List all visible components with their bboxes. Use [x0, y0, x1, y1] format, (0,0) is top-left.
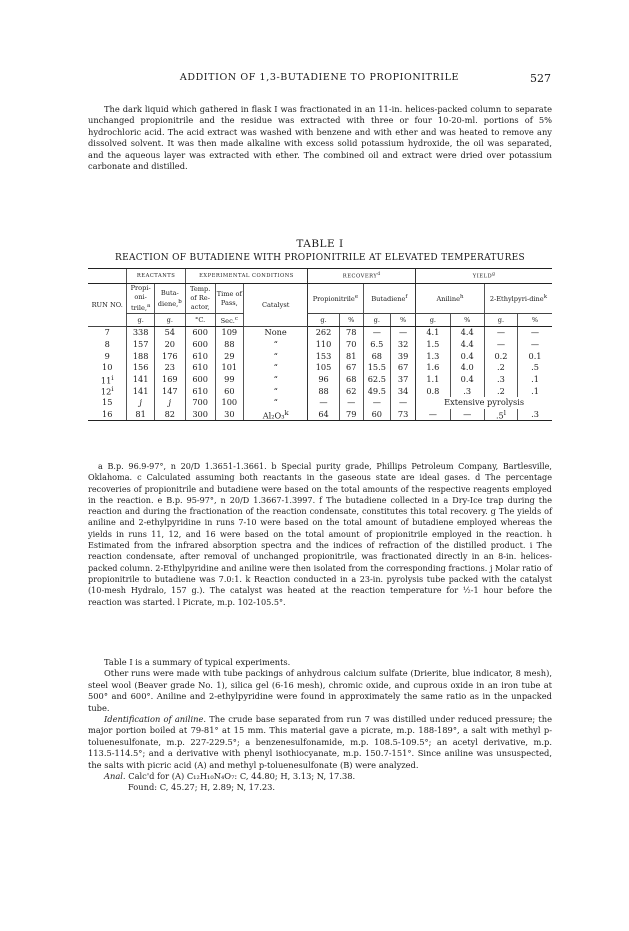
cell-rb-pct: 73: [391, 409, 416, 421]
cell-rp-g: 153: [308, 350, 340, 362]
col-aniline-sup: h: [460, 294, 464, 300]
cell-rb-pct: —: [391, 327, 416, 339]
col-aniline: [416, 284, 485, 314]
cell-rb-g: 62.5: [363, 374, 390, 386]
cell-rp-g: 105: [308, 362, 340, 374]
cell-prop-g: 157: [127, 339, 154, 351]
cell-temp: 600: [185, 327, 215, 339]
page-header: [88, 72, 551, 86]
cell-rb-g: 15.5: [363, 362, 390, 374]
cell-rp-g: 110: [308, 339, 340, 351]
unit-rp-pct: %: [339, 314, 363, 327]
cell-rp-pct: 78: [339, 327, 363, 339]
col-temp: Temp. of Re-actor,: [185, 284, 215, 314]
cell-rb-g: —: [363, 327, 390, 339]
cell-temp: 700: [185, 397, 215, 409]
unit-ep-pct: %: [518, 314, 552, 327]
cell-run: [88, 385, 127, 397]
unit-propionitrile: g.: [127, 314, 154, 327]
cell-rp-g: 88: [308, 385, 340, 397]
cell-prop-g: 141: [127, 385, 154, 397]
col-ethylpyridine-label: 2-Ethylpyri-dine: [489, 295, 544, 304]
cell-run: 15: [101, 397, 113, 408]
cell-run-sup: i: [111, 373, 114, 382]
analysis-calculated-text: Calc'd for (A) C₁₂H₁₀N₄O₇: C, 44.80; H, 3.13; N, 17.38.: [128, 771, 356, 782]
cell-an-g: 1.3: [416, 350, 450, 362]
cell-ep-pct: .3: [518, 409, 552, 421]
cell-run: 7: [104, 327, 110, 338]
cell-prop-g: 156: [127, 362, 154, 374]
intro-paragraph-block: [88, 104, 552, 172]
group-recovery-label: RECOVERY: [342, 273, 378, 280]
col-rec-butadiene-label: Butadiene: [371, 295, 406, 304]
cell-buta-g: 82: [154, 409, 185, 421]
analysis-found: Found: C, 45.27; H, 2.89; N, 17.23.: [128, 782, 276, 793]
cell-temp: 600: [185, 339, 215, 351]
cell-ep-g: .2: [484, 362, 517, 374]
cell-time: 109: [215, 327, 244, 339]
cell-an-pct: 4.0: [450, 362, 484, 374]
unit-time-sup: c: [234, 315, 238, 322]
cell-catalyst-sup: k: [284, 408, 289, 417]
cell-prop-g: 81: [127, 409, 154, 421]
cell-an-pct: 0.4: [450, 350, 484, 362]
cell-ep-g-value: .5: [495, 410, 504, 421]
cell-ep-g: .2: [484, 385, 517, 397]
cell-prop-g: 188: [127, 350, 154, 362]
cell-catalyst: “: [244, 350, 308, 362]
table-column-header-row: [88, 284, 552, 314]
unit-time-label: Sec.: [220, 316, 235, 325]
running-head: ADDITION OF 1,3-BUTADIENE TO PROPIONITRILE: [179, 72, 460, 83]
intro-paragraph: The dark liquid which gathered in flask I was fractionated in an 11-in. helices-packed column to separate unchanged propionitrile and the residue was extracted with three or four 10-20-ml. portions of 5% hydrochloric acid. The acid extract was washed with benzene and with ether and was heated to remove any dissolved solvent. It was then made alkaline with excess solid potassium hydroxide, the oil was separated, and the aqueous layer was extracted with ether. The combined oil and extract were dried over potassium carbonate and distilled.: [88, 104, 552, 172]
cell-ep-g: —: [484, 339, 517, 351]
col-rec-propionitrile-label: Propionitrile: [312, 295, 355, 304]
cell-run-value: 12: [100, 387, 112, 398]
cell-temp: 300: [185, 409, 215, 421]
cell-rp-pct: 62: [339, 385, 363, 397]
identification-text: The crude base separated from run 7 was distilled under reduced pressure; the major portion boiled at 79-81° at 15 mm. This material gave a picrate, m.p. 188-189°, a salt with methyl p-toluenesulfonate, m.p. 227-229.5°; a benzenesulfonamide, m.p. 108.5-109.5°; an acetyl derivative, m.p. 113.5-114.5°; and a derivative with phenyl isothiocyanate, m.p. 150.7-151°. Since aniline was unsuspected, the salts with picric acid (A) and methyl p-toluenesulfonate (B) were analyzed.: [88, 714, 552, 770]
col-run-no: RUN NO.: [88, 284, 127, 327]
cell-rb-pct: 39: [391, 350, 416, 362]
col-aniline-label: Aniline: [436, 295, 460, 304]
cell-rp-pct: 68: [339, 374, 363, 386]
summary-paragraph: Table I is a summary of typical experiments.: [104, 657, 291, 667]
cell-buta-g: [154, 397, 185, 409]
cell-ep-g: 0.2: [484, 350, 517, 362]
cell-rb-pct: —: [391, 397, 416, 409]
table-row: [88, 397, 552, 409]
unit-ep-g: g.: [484, 314, 517, 327]
cell-temp: 610: [185, 350, 215, 362]
table-title: TABLE I: [296, 238, 344, 250]
cell-ep-g: —: [484, 327, 517, 339]
cell-catalyst: None: [244, 327, 308, 339]
table-row: [88, 350, 552, 362]
col-rec-propionitrile: [308, 284, 363, 314]
col-butadiene: [154, 284, 185, 314]
cell-run: [88, 374, 127, 386]
cell-an-pct: —: [450, 409, 484, 421]
group-yield-sup: g: [492, 272, 496, 278]
cell-an-pct: .3: [450, 385, 484, 397]
cell-an-g: —: [416, 409, 450, 421]
cell-an-g: 0.8: [416, 385, 450, 397]
table-row: [88, 374, 552, 386]
col-time: Time of Pass,: [215, 284, 244, 314]
cell-catalyst: “: [244, 397, 308, 409]
cell-ep-g-sup: l: [503, 408, 506, 417]
cell-prop-g: 338: [127, 327, 154, 339]
results-table: [88, 268, 552, 421]
col-butadiene-sup: b: [178, 298, 182, 305]
cell-ep-pct: 0.1: [518, 350, 552, 362]
unit-rp-g: g.: [308, 314, 340, 327]
group-yield-label: YIELD: [472, 273, 493, 280]
col-ethylpyridine: [484, 284, 552, 314]
table-group-header-row: [88, 269, 552, 284]
col-butadiene-label: Buta-diene,: [157, 288, 179, 308]
table-row: [88, 362, 552, 374]
cell-ep-pct: .1: [518, 374, 552, 386]
cell-ep-g: [484, 409, 517, 421]
unit-butadiene: g.: [154, 314, 185, 327]
col-rec-butadiene-sup: f: [405, 294, 408, 300]
cell-temp: 610: [185, 385, 215, 397]
cell-prop-g: 141: [127, 374, 154, 386]
cell-buta-g: 176: [154, 350, 185, 362]
cell-run: 8: [104, 339, 110, 350]
page-number: 527: [530, 72, 551, 85]
cell-catalyst: [244, 409, 308, 421]
unit-an-pct: %: [450, 314, 484, 327]
cell-run-sup: i: [111, 385, 114, 394]
cell-ep-g: .3: [484, 374, 517, 386]
cell-time: 30: [215, 409, 244, 421]
cell-buta-g: 169: [154, 374, 185, 386]
col-ethylpyridine-sup: k: [543, 294, 548, 300]
unit-temp: °C.: [185, 314, 215, 327]
unit-time: [215, 314, 244, 327]
col-rec-butadiene: [363, 284, 416, 314]
col-propionitrile-label: Propi-oni-trile,: [130, 284, 151, 313]
packings-paragraph: Other runs were made with tube packings of anhydrous calcium sulfate (Drierite, blue indicator, 8 mesh), steel wool (Beaver grade No. 1), silica gel (6-16 mesh), chromic oxide, and cuprous oxide in an iron tube at 500° and 600°. Aniline and 2-ethylpyridine were found in approximately the same ratio as in the unpacked tube.: [88, 668, 552, 713]
cell-run: 9: [104, 350, 110, 361]
table-caption: REACTION OF BUTADIENE WITH PROPIONITRILE AT ELEVATED TEMPERATURES: [115, 253, 525, 263]
analysis-label: Anal.: [104, 771, 126, 782]
cell-catalyst: “: [244, 385, 308, 397]
cell-extensive-pyrolysis: Extensive pyrolysis: [416, 397, 552, 409]
col-propionitrile: [127, 284, 154, 314]
cell-rb-g: 68: [363, 350, 390, 362]
cell-prop-g: [127, 397, 154, 409]
group-run: [88, 269, 127, 284]
cell-rp-g: 96: [308, 374, 340, 386]
cell-rp-g: 262: [308, 327, 340, 339]
col-propionitrile-sup: a: [147, 303, 151, 309]
cell-an-g: 1.5: [416, 339, 450, 351]
cell-buta-g-note: j: [168, 397, 172, 408]
unit-rb-g: g.: [363, 314, 390, 327]
cell-an-g: 4.1: [416, 327, 450, 339]
cell-time: 101: [215, 362, 244, 374]
identification-heading: Identification of aniline.: [104, 714, 206, 725]
unit-an-g: g.: [416, 314, 450, 327]
cell-run-value: 11: [100, 375, 112, 386]
cell-rb-g: —: [363, 397, 390, 409]
cell-rb-pct: 34: [391, 385, 416, 397]
cell-rb-g: 49.5: [363, 385, 390, 397]
cell-time: 99: [215, 374, 244, 386]
cell-ep-pct: .1: [518, 385, 552, 397]
col-catalyst: Catalyst: [244, 284, 308, 327]
cell-rb-pct: 67: [391, 362, 416, 374]
cell-rp-pct: 70: [339, 339, 363, 351]
footnotes-text: a B.p. 96.9-97°, n 20/D 1.3651-1.3661. b Special purity grade, Phillips Petroleum Company, Bartlesville, Oklahoma. c Calculated assuming both reactants in the gaseous state are ideal gases. d The percentage recoveries of propionitrile and butadiene were based on the total amounts of the respective reagents employed in the reaction. e B.p. 95-97°, n 20/D 1.3667-1.3997. f The butadiene collected in a Dry-Ice trap during the reaction and during the fractionation of the reaction condensate, constitutes this total recovery. g The yields of aniline and 2-ethylpyridine in runs 7-10 were based on the total amount of butadiene employed whereas the yields in runs 11, 12, and 16 were based on the total amount of propionitrile employed in the reaction. h Estimated from the infrared absorption spectra and the indices of refraction of the distilled product. i The reaction condensate, after removal of unchanged propionitrile, was fractionated directly in an 8-in. helices-packed column. 2-Ethylpyridine and aniline were then isolated from the corresponding fractions. j Molar ratio of propionitrile to butadiene was 7.0:1. k Reaction conducted in a 23-in. pyrolysis tube packed with the catalyst (10-mesh Hydralo, 157 g.). The catalyst was heated at the reaction temperature for ½-1 hour before the reaction was started. l Picrate, m.p. 102-105.5°.: [88, 461, 552, 607]
cell-rb-pct: 32: [391, 339, 416, 351]
cell-buta-g: 54: [154, 327, 185, 339]
table-units-row: [88, 314, 552, 327]
col-rec-propionitrile-sup: e: [354, 294, 359, 300]
cell-time: 88: [215, 339, 244, 351]
cell-ep-pct: —: [518, 339, 552, 351]
identification-paragraph: [88, 714, 552, 771]
group-yield: [416, 269, 552, 284]
group-recovery-sup: d: [377, 272, 381, 278]
cell-an-pct: 4.4: [450, 327, 484, 339]
cell-catalyst: “: [244, 374, 308, 386]
cell-buta-g: 147: [154, 385, 185, 397]
group-reactants: REACTANTS: [127, 269, 185, 284]
table-row: [88, 327, 552, 339]
cell-time: 60: [215, 385, 244, 397]
cell-rp-g: —: [308, 397, 340, 409]
cell-time: 100: [215, 397, 244, 409]
group-conditions: EXPERIMENTAL CONDITIONS: [185, 269, 307, 284]
group-recovery: [308, 269, 416, 284]
cell-catalyst: “: [244, 339, 308, 351]
table-footnotes: [88, 461, 552, 608]
cell-time: 29: [215, 350, 244, 362]
cell-ep-pct: .5: [518, 362, 552, 374]
cell-temp: 610: [185, 362, 215, 374]
cell-rb-g: 60: [363, 409, 390, 421]
cell-run: 10: [101, 362, 113, 373]
cell-rp-pct: —: [339, 397, 363, 409]
cell-catalyst: “: [244, 362, 308, 374]
cell-rp-pct: 67: [339, 362, 363, 374]
cell-rb-pct: 37: [391, 374, 416, 386]
cell-buta-g: 23: [154, 362, 185, 374]
cell-catalyst-value: Al₂O₃: [262, 410, 285, 421]
cell-prop-g-note: j: [139, 397, 142, 408]
cell-rp-g: 64: [308, 409, 340, 421]
table-row: [88, 409, 552, 421]
analysis-calculated: [88, 771, 552, 782]
cell-temp: 600: [185, 374, 215, 386]
table-row: [88, 385, 552, 397]
cell-rb-g: 6.5: [363, 339, 390, 351]
cell-ep-pct: —: [518, 327, 552, 339]
cell-buta-g: 20: [154, 339, 185, 351]
cell-an-g: 1.6: [416, 362, 450, 374]
cell-run: 16: [88, 409, 127, 421]
cell-rp-pct: 79: [339, 409, 363, 421]
cell-rp-pct: 81: [339, 350, 363, 362]
cell-an-pct: 4.4: [450, 339, 484, 351]
unit-rb-pct: %: [391, 314, 416, 327]
cell-an-pct: 0.4: [450, 374, 484, 386]
table-row: [88, 339, 552, 351]
cell-an-g: 1.1: [416, 374, 450, 386]
body-text: [88, 657, 552, 794]
